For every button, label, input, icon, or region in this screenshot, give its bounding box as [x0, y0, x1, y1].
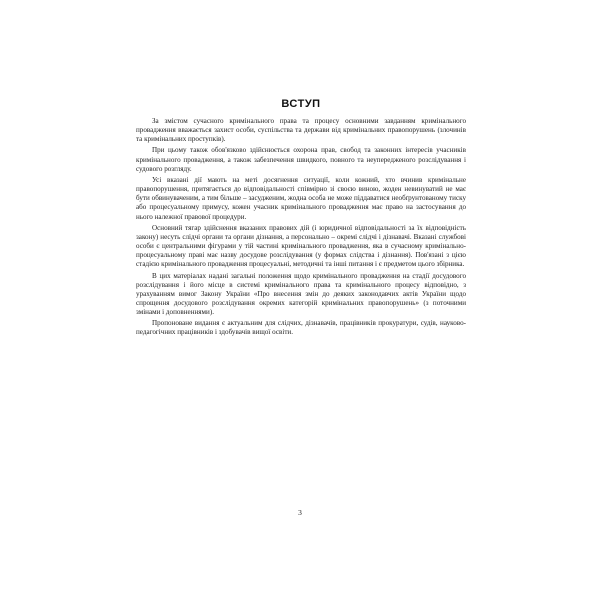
- paragraph-1: За змістом сучасного кримінального права та процесу основними завданням кримінального провадження вважається захист особи, суспільства та держави від кримінальних правопорушень (злочинів та кримінальних проступків).: [136, 117, 466, 144]
- page-number: 3: [298, 508, 302, 517]
- section-title: ВСТУП: [281, 98, 321, 110]
- paragraph-3: Усі вказані дії мають на меті досягнення ситуації, коли кожний, хто вчинив кримінальне правопорушення, притягається до відповідальності співмірно зі своєю виною, жоден невинуватий не має бути обвинуваченим, а тим більше – засудженим, жодна особа не може піддаватися необґрунтованому тиску або процесуальному примусу, кожен учасник кримінального провадження має право на застосування до нього належної правової процедури.: [136, 175, 466, 221]
- text-block: [136, 98, 466, 338]
- paragraph-6: Пропоноване видання є актуальним для слідчих, дізнавачів, працівників прокуратури, судів, науково-педагогічних працівників і здобувачів вищої освіти.: [136, 319, 466, 337]
- paragraph-4: Основний тягар здійснення вказаних правових дій (і юридичної відповідальності за їх відповідність закону) несуть слідчі органи та органи дізнання, а персонально – окремі слідчі і дізнавачі. Вказані службові особи є центральними фігурами у тій частині кримінального провадження, яка в сучасному кримінально-процесуальному праві має назву досудове розслідування (у формах слідства і дізнання). Пов'язані з цією стадією кримінального провадження процесуальні, методичні та інші питання і є предметом цього збірника.: [136, 223, 466, 269]
- paragraph-5: В цих матеріалах надані загальні положення щодо кримінального провадження на стадії досудового розслідування і його місце в системі кримінального права та кримінального процесу відповідно, з урахуванням вимог Закону України «Про внесення змін до деяких законодавчих актів України щодо спрощення досудового розслідування окремих категорій кримінальних правопорушень» (з поточними змінами і доповненнями).: [136, 271, 466, 317]
- paragraph-2: При цьому також обов'язково здійснюється охорона прав, свобод та законних інтересів учасників кримінального провадження, а також забезпечення швидкого, повного та неупередженого розслідування і судового розгляду.: [136, 146, 466, 173]
